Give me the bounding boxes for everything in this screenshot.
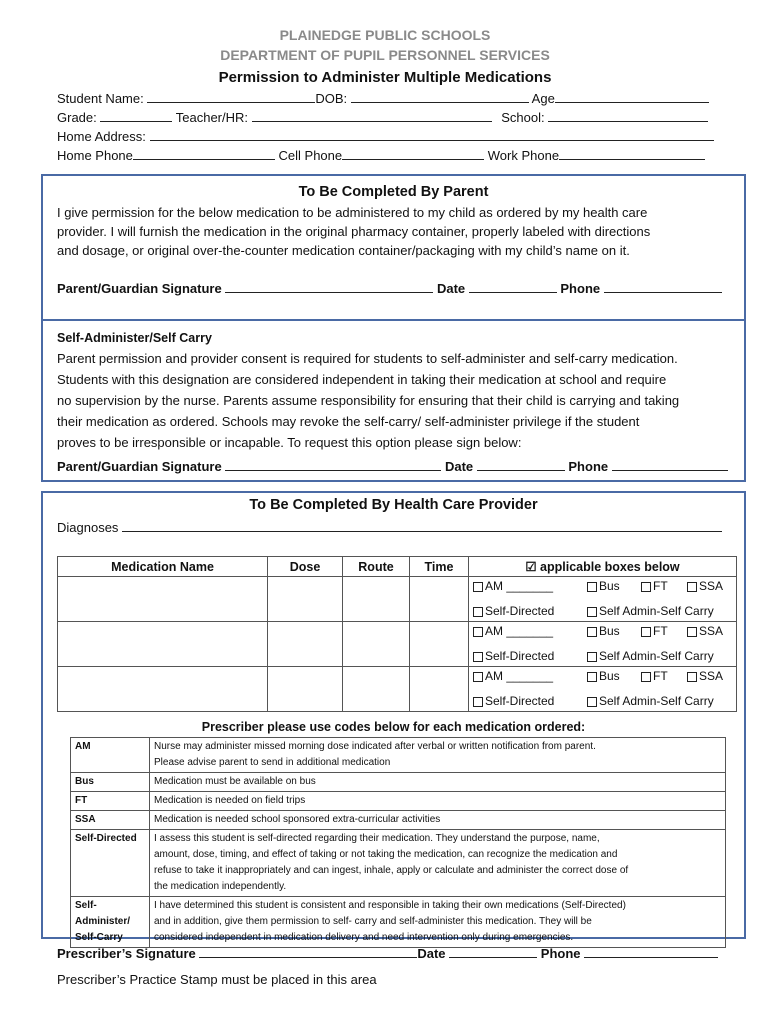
code-label: FT — [71, 792, 150, 811]
checkbox-icon — [687, 582, 697, 592]
self-directed-option[interactable]: Self-Directed — [473, 694, 554, 708]
grade-field[interactable] — [100, 110, 172, 122]
student-info-row-4 — [57, 148, 705, 163]
self-carry-text-line: Students with this designation are considered independent in taking their medication at school and require — [57, 372, 667, 387]
checkbox-icon — [641, 672, 651, 682]
medication-name-cell[interactable] — [58, 577, 268, 622]
code-desc-line: considered independent in medication delivery and need intervention only during emergencies. — [154, 932, 574, 943]
self-carry-phone-field[interactable] — [612, 459, 728, 471]
bus-option[interactable]: Bus — [587, 669, 620, 683]
code-description — [150, 773, 726, 792]
medication-row — [58, 667, 737, 712]
provider-section-title: To Be Completed By Health Care Provider — [249, 497, 538, 513]
route-cell[interactable] — [343, 622, 410, 667]
bus-option[interactable]: Bus — [587, 624, 620, 638]
ssa-option[interactable]: SSA — [687, 669, 723, 683]
student-name-label: Student Name: — [57, 91, 144, 106]
diagnoses-label: Diagnoses — [57, 520, 119, 535]
time-cell[interactable] — [410, 577, 469, 622]
dose-cell[interactable] — [268, 622, 343, 667]
ssa-option[interactable]: SSA — [687, 579, 723, 593]
self-carry-text-line: their medication as ordered. Schools may revoke the self-carry/ self-administer privilege if the student — [57, 414, 640, 429]
col-time: Time — [410, 557, 469, 577]
parent-phone-label: Phone — [560, 281, 601, 296]
self-carry-phone-label: Phone — [568, 459, 609, 474]
code-label: Self-Directed — [71, 830, 150, 897]
time-cell[interactable] — [410, 622, 469, 667]
work-phone-label: Work Phone — [487, 148, 560, 163]
am-option[interactable]: AM _______ — [473, 624, 553, 638]
cell-phone-label: Cell Phone — [278, 148, 343, 163]
checkbox-icon — [687, 627, 697, 637]
prescriber-signature-label: Prescriber’s Signature — [57, 946, 196, 961]
codes-title: Prescriber please use codes below for each medication ordered: — [201, 720, 586, 734]
col-medication-name: Medication Name — [58, 557, 268, 577]
checkbox-icon — [641, 627, 651, 637]
am-option[interactable]: AM _______ — [473, 669, 553, 683]
checkbox-icon — [473, 672, 483, 682]
school-label: School: — [501, 110, 545, 125]
student-info-row-1 — [57, 91, 709, 106]
checkbox-icon — [587, 697, 597, 707]
self-carry-date-field[interactable] — [477, 459, 565, 471]
code-row — [71, 738, 726, 773]
home-phone-field[interactable] — [133, 148, 275, 160]
checkbox-icon — [473, 607, 483, 617]
prescriber-phone-field[interactable] — [584, 946, 718, 958]
code-label: SSA — [71, 811, 150, 830]
checkbox-icon — [587, 627, 597, 637]
parent-section-title: To Be Completed By Parent — [298, 184, 489, 200]
time-cell[interactable] — [410, 667, 469, 712]
student-info-row-3 — [57, 129, 714, 144]
medication-name-cell[interactable] — [58, 667, 268, 712]
prescriber-date-label: Date — [417, 946, 446, 961]
code-row — [71, 792, 726, 811]
age-field[interactable] — [555, 91, 709, 103]
address-label: Home Address: — [57, 129, 146, 144]
parent-text-line: provider. I will furnish the medication in the original pharmacy container, properly labeled with directions — [57, 224, 651, 239]
col-applicable-boxes: ☑ applicable boxes below — [469, 557, 737, 577]
self-carry-text-line: no supervision by the nurse. Parents assume responsibility for ensuring that their child is carrying and taking — [57, 393, 680, 408]
form-title: Permission to Administer Multiple Medications — [218, 69, 552, 86]
code-label: AM — [71, 738, 150, 773]
code-desc-line: I have determined this student is consistent and responsible in taking their own medications (Self-Directed) — [154, 900, 626, 911]
dob-label: DOB: — [315, 91, 348, 106]
col-dose: Dose — [268, 557, 343, 577]
school-field[interactable] — [548, 110, 708, 122]
teacher-label: Teacher/HR: — [175, 110, 249, 125]
checkbox-icon — [473, 627, 483, 637]
ft-option[interactable]: FT — [641, 624, 668, 638]
checkbox-icon — [473, 582, 483, 592]
code-label: Self-Administer/ Self-Carry — [71, 897, 150, 948]
code-desc-line: Nurse may administer missed morning dose indicated after verbal or written notification from parent. — [154, 741, 596, 752]
parent-section-divider — [41, 319, 746, 321]
code-desc-line: amount, dose, timing, and effect of taking or not taking the medication, can recognize the medication and — [154, 849, 618, 860]
dob-field[interactable] — [351, 91, 529, 103]
medication-row — [58, 577, 737, 622]
ft-option[interactable]: FT — [641, 579, 668, 593]
code-desc-line: Please advise parent to send in additional medication — [154, 757, 391, 768]
options-cell — [469, 577, 737, 622]
checkbox-icon — [687, 672, 697, 682]
prescriber-phone-label: Phone — [540, 946, 581, 961]
code-desc-line: refuse to take it inappropriately and can ingest, inhale, apply or calculate and administer the correct dose of — [154, 865, 629, 876]
code-description — [150, 792, 726, 811]
checkbox-icon — [587, 582, 597, 592]
self-admin-option[interactable]: Self Admin-Self Carry — [587, 649, 714, 663]
age-label: Age — [531, 91, 555, 106]
code-description — [150, 830, 726, 897]
route-cell[interactable] — [343, 667, 410, 712]
diagnoses-field[interactable] — [122, 520, 722, 532]
self-carry-text — [57, 348, 747, 453]
code-description — [150, 811, 726, 830]
code-desc-line: and in addition, give them permission to self- carry and self-administer this medication. They will be — [154, 916, 592, 927]
diagnoses-row — [57, 520, 722, 535]
code-desc-line: Medication is needed on field trips — [154, 795, 306, 806]
parent-date-label: Date — [436, 281, 466, 296]
self-carry-title: Self-Administer/Self Carry — [57, 331, 212, 345]
work-phone-field[interactable] — [559, 148, 705, 160]
checkbox-icon — [587, 672, 597, 682]
department-name: DEPARTMENT OF PUPIL PERSONNEL SERVICES — [220, 47, 550, 63]
options-cell — [469, 667, 737, 712]
parent-signature-label: Parent/Guardian Signature — [57, 281, 222, 296]
prescriber-signature-row — [57, 946, 718, 961]
medication-name-cell[interactable] — [58, 622, 268, 667]
parent-signature-field[interactable] — [225, 281, 433, 293]
medication-table-header — [58, 557, 737, 577]
address-field[interactable] — [150, 129, 714, 141]
prescriber-date-field[interactable] — [449, 946, 537, 958]
medication-row — [58, 622, 737, 667]
code-desc-line: Medication must be available on bus — [154, 776, 316, 787]
code-desc-line: Medication is needed school sponsored extra-curricular activities — [154, 814, 441, 825]
ssa-option[interactable]: SSA — [687, 624, 723, 638]
teacher-field[interactable] — [252, 110, 492, 122]
parent-phone-field[interactable] — [604, 281, 722, 293]
home-phone-label: Home Phone — [57, 148, 133, 163]
code-description — [150, 738, 726, 773]
checkbox-icon — [587, 652, 597, 662]
prescriber-signature-field[interactable] — [199, 946, 417, 958]
code-label: Bus — [71, 773, 150, 792]
options-cell — [469, 622, 737, 667]
code-row — [71, 830, 726, 897]
ft-option[interactable]: FT — [641, 669, 668, 683]
medication-table — [57, 556, 737, 712]
self-carry-signature-row — [57, 459, 728, 474]
parent-permission-text — [57, 203, 747, 260]
code-row — [71, 773, 726, 792]
dose-cell[interactable] — [268, 667, 343, 712]
self-carry-text-line: proves to be irresponsible or incapable. To request this option please sign below: — [57, 435, 522, 450]
code-desc-line: I assess this student is self-directed regarding their medication. They understand the purpose, name, — [154, 833, 600, 844]
am-option[interactable]: AM _______ — [473, 579, 553, 593]
col-route: Route — [343, 557, 410, 577]
parent-text-line: and dosage, or original over-the-counter medication container/packaging with my child’s name on it. — [57, 243, 630, 258]
parent-date-field[interactable] — [469, 281, 557, 293]
self-carry-date-label: Date — [444, 459, 474, 474]
code-row — [71, 897, 726, 948]
checkbox-icon — [473, 652, 483, 662]
route-cell[interactable] — [343, 577, 410, 622]
self-carry-text-line: Parent permission and provider consent is required for students to self-administer and self-carry medication. — [57, 351, 678, 366]
code-desc-line: the medication independently. — [154, 881, 287, 892]
self-carry-signature-label: Parent/Guardian Signature — [57, 459, 222, 474]
self-admin-option[interactable]: Self Admin-Self Carry — [587, 604, 714, 618]
dose-cell[interactable] — [268, 577, 343, 622]
code-description — [150, 897, 726, 948]
bus-option[interactable]: Bus — [587, 579, 620, 593]
checkbox-icon — [587, 607, 597, 617]
self-directed-option[interactable]: Self-Directed — [473, 604, 554, 618]
grade-label: Grade: — [57, 110, 97, 125]
student-info-row-2 — [57, 110, 708, 125]
parent-signature-row — [57, 281, 722, 296]
codes-table — [70, 737, 726, 948]
cell-phone-field[interactable] — [342, 148, 484, 160]
checkbox-icon — [473, 697, 483, 707]
checkbox-icon — [641, 582, 651, 592]
district-name: PLAINEDGE PUBLIC SCHOOLS — [279, 27, 491, 43]
self-carry-signature-field[interactable] — [225, 459, 441, 471]
student-name-field[interactable] — [147, 91, 315, 103]
self-admin-option[interactable]: Self Admin-Self Carry — [587, 694, 714, 708]
prescriber-stamp-note: Prescriber’s Practice Stamp must be placed in this area — [57, 972, 377, 987]
self-directed-option[interactable]: Self-Directed — [473, 649, 554, 663]
parent-text-line: I give permission for the below medication to be administered to my child as ordered by my health care — [57, 205, 648, 220]
code-row — [71, 811, 726, 830]
